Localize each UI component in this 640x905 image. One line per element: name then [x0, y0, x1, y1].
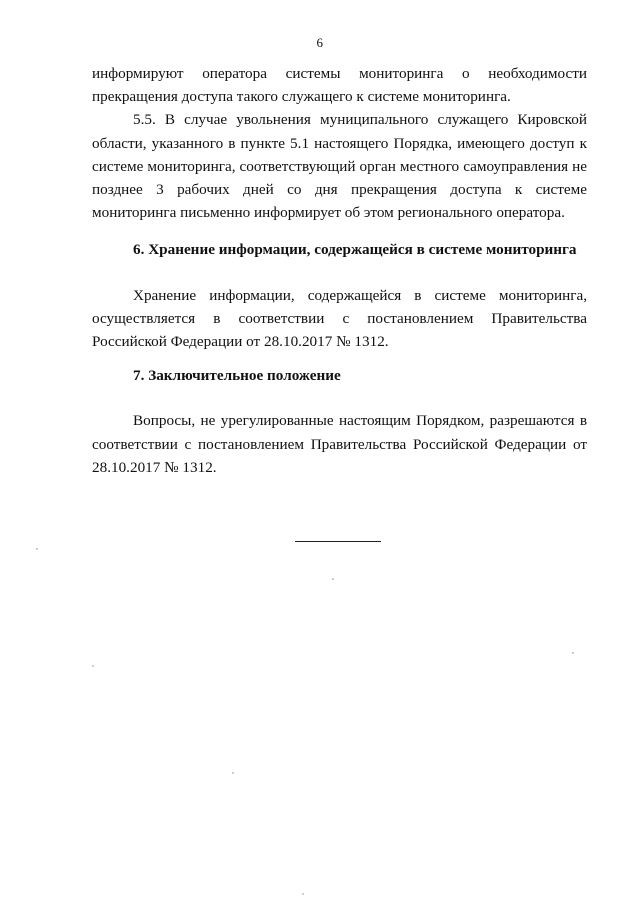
end-of-document-rule: [295, 541, 381, 542]
section-heading-6: 6. Хранение информации, содержащейся в системе мониторинга: [133, 241, 577, 259]
scan-speck: [302, 893, 304, 895]
scan-speck: [232, 772, 234, 774]
scan-speck: [92, 665, 94, 667]
scan-speck: [572, 652, 574, 654]
page-number: 6: [316, 35, 324, 50]
paragraph-5-5: 5.5. В случае увольнения муниципального служащего Кировской области, указанного в пункте 5.1 настоящего Порядка, имеющего доступ к системе мониторинга, соответствующий орган местного самоуправления не позднее 3 рабочих дней со дня прекращения доступа к системе мониторинга письменно информирует об этом регионального оператора.: [92, 111, 587, 222]
scan-speck: [332, 578, 334, 580]
scan-speck: [36, 548, 38, 550]
paragraph-continuation: информируют оператора системы мониторинга о необходимости прекращения доступа такого служащего к системе мониторинга.: [92, 65, 587, 106]
section-heading-7: 7. Заключительное положение: [133, 367, 341, 385]
paragraph-storage: Хранение информации, содержащейся в системе мониторинга, осуществляется в соответствии с постановлением Правительства Российской Федерации от 28.10.2017 № 1312.: [92, 286, 587, 351]
document-body: [92, 62, 587, 479]
paragraph-final: Вопросы, не урегулированные настоящим Порядком, разрешаются в соответствии с постановлением Правительства Российской Федерации от 28.10.2017 № 1312.: [92, 412, 587, 476]
